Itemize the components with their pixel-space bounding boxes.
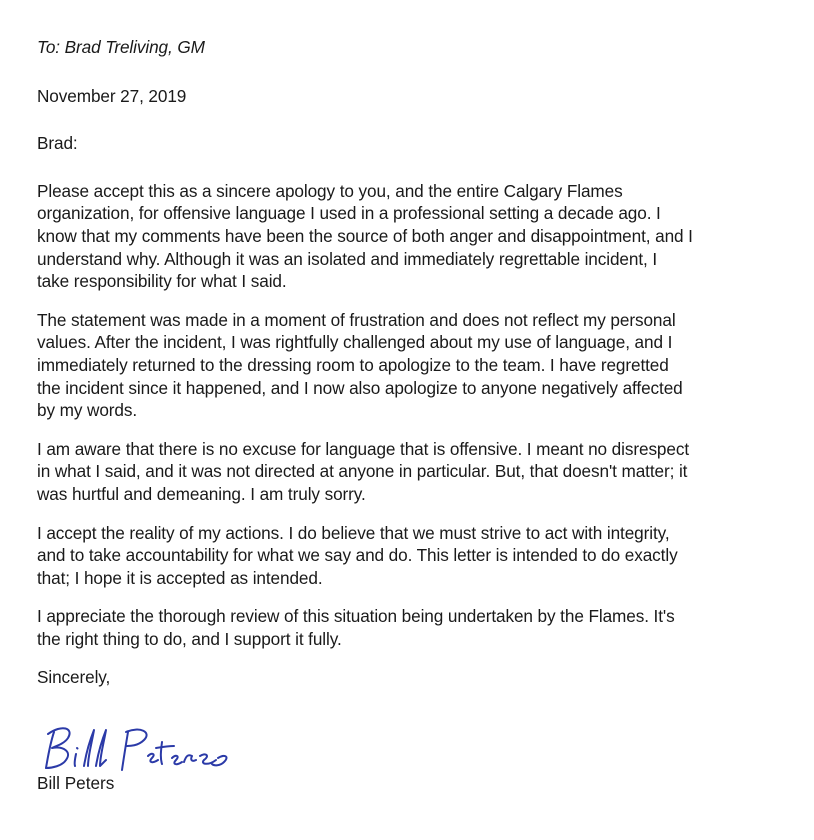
salutation: Brad:	[37, 133, 78, 154]
handwritten-signature	[40, 718, 240, 774]
paragraph-line: Please accept this as a sincere apology to you, and the entire Calgary Flames	[37, 180, 623, 201]
paragraph-line: by my words.	[37, 400, 138, 421]
paragraph-line: and to take accountability for what we say and do. This letter is intended to do exactly	[37, 545, 678, 566]
paragraph-3	[37, 438, 805, 506]
paragraph-line: organization, for offensive language I used in a professional setting a decade ago. I	[37, 203, 661, 224]
closing: Sincerely,	[37, 667, 111, 688]
paragraph-line: understand why. Although it was an isolated and immediately regrettable incident, I	[37, 248, 658, 269]
paragraph-5	[37, 605, 805, 650]
signer-name: Bill Peters	[37, 773, 115, 793]
paragraph-line: I am aware that there is no excuse for language that is offensive. I meant no disrespect	[37, 438, 690, 459]
paragraph-line: I appreciate the thorough review of this situation being undertaken by the Flames. It's	[37, 606, 675, 627]
paragraph-line: the incident since it happened, and I now also apologize to anyone negatively affected	[37, 377, 683, 398]
paragraph-line: in what I said, and it was not directed at anyone in particular. But, that doesn't matter; it	[37, 461, 688, 482]
paragraph-line: the right thing to do, and I support it fully.	[37, 628, 342, 649]
paragraph-line: The statement was made in a moment of frustration and does not reflect my personal	[37, 309, 676, 330]
paragraph-line: I accept the reality of my actions. I do believe that we must strive to act with integrity,	[37, 522, 670, 543]
paragraph-line: know that my comments have been the source of both anger and disappointment, and I	[37, 225, 693, 246]
paragraph-line: values. After the incident, I was rightfully challenged about my use of language, and I	[37, 332, 673, 353]
letter-date: November 27, 2019	[37, 85, 187, 106]
paragraph-2	[37, 309, 805, 422]
letter-body	[37, 36, 805, 689]
recipient-line: To: Brad Treliving, GM	[37, 37, 205, 57]
paragraph-line: that; I hope it is accepted as intended.	[37, 567, 323, 588]
paragraph-1	[37, 180, 805, 293]
paragraph-4	[37, 522, 805, 590]
paragraph-line: take responsibility for what I said.	[37, 271, 287, 292]
paragraph-line: was hurtful and demeaning. I am truly sorry.	[37, 483, 366, 504]
paragraph-line: immediately returned to the dressing room to apologize to the team. I have regretted	[37, 354, 669, 375]
